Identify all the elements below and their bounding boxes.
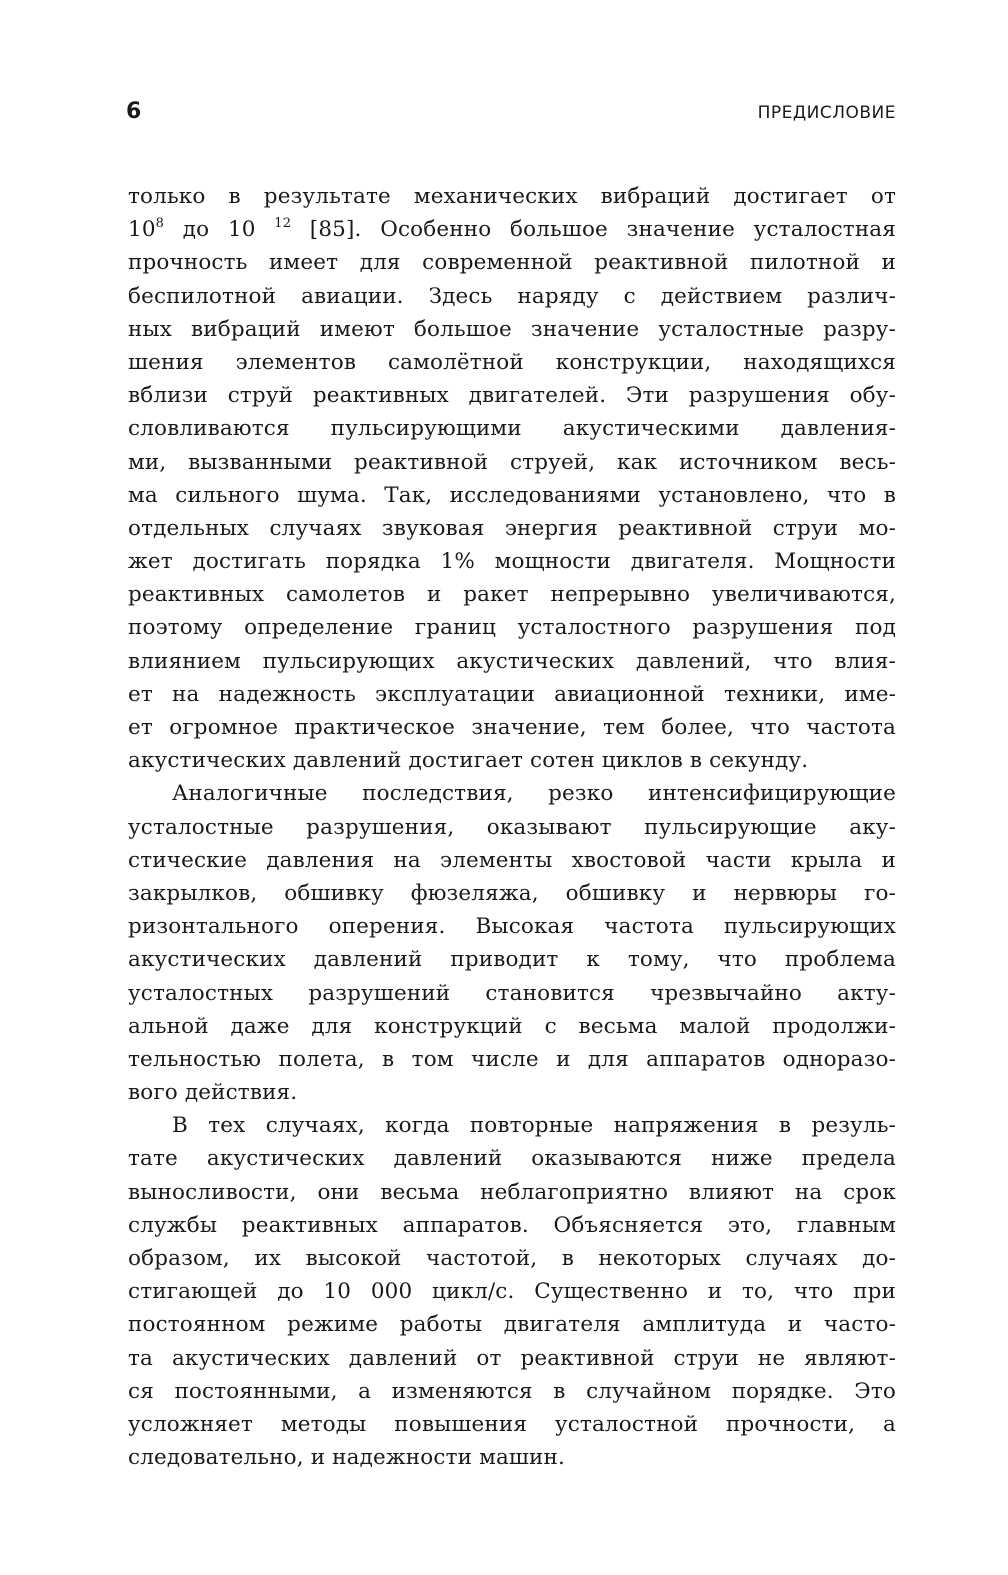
text-line: беспилотной авиации. Здесь наряду с действием различ- (128, 283, 896, 309)
text-line: усталостных разрушений становится чрезвычайно акту- (128, 980, 896, 1006)
text-line: тате акустических давлений оказываются ниже предела (128, 1146, 896, 1172)
text-line: вблизи струй реактивных двигателей. Эти разрушения обу- (128, 383, 896, 409)
text-line: следовательно, и надежности машин. (128, 1445, 565, 1471)
text-line: вого действия. (128, 1080, 298, 1106)
page-number: 6 (126, 99, 142, 124)
text-line: образом, их высокой частотой, в некоторых случаях до- (128, 1246, 896, 1271)
text-line: постоянном режиме работы двигателя амплитуда и часто- (128, 1312, 896, 1338)
text-line: службы реактивных аппаратов. Объясняется это, главным (128, 1212, 896, 1238)
text-fragment: 10 (128, 217, 156, 243)
text-line: ся постоянными, а изменяются в случайном порядке. Это (128, 1378, 896, 1404)
text-line: стигающей до 10 000 цикл/с. Существенно и то, что при (128, 1279, 896, 1305)
text-line: отдельных случаях звуковая энергия реактивной струи мо- (128, 515, 896, 541)
superscript: 8 (155, 216, 165, 232)
text-line: ных вибраций имеют большое значение усталостные разру- (128, 316, 896, 342)
text-line (128, 213, 896, 246)
text-line: стические давления на элементы хвостовой части крыла и (128, 847, 896, 873)
superscript: 12 (274, 216, 292, 232)
body-text (128, 180, 896, 1474)
text-line: ма сильного шума. Так, исследованиями установлено, что в (128, 482, 896, 508)
text-line: влиянием пульсирующих акустических давлений, что влия- (128, 648, 896, 674)
text-line: прочность имеет для современной реактивной пилотной и (128, 250, 896, 276)
text-line: акустических давлений приводит к тому, что проблема (128, 947, 896, 973)
text-line: ет огромное практическое значение, тем более, что частота (128, 715, 896, 740)
text-line: поэтому определение границ усталостного разрушения под (128, 615, 896, 641)
text-line: шения элементов самолётной конструкции, находящихся (128, 349, 896, 375)
text-line: реактивных самолетов и ракет непрерывно увеличиваются, (128, 582, 896, 608)
text-line: ми, вызванными реактивной струей, как источником весь- (128, 449, 896, 475)
text-line: усложняет методы повышения усталостной прочности, а (128, 1411, 896, 1437)
text-line: жет достигать порядка 1% мощности двигателя. Мощности (128, 549, 896, 575)
text-line: тельностью полета, в том числе и для аппаратов одноразо- (128, 1046, 896, 1072)
text-line: альной даже для конструкций с весьма малой продолжи- (128, 1013, 896, 1039)
text-line: Аналогичные последствия, резко интенсифицирующие (172, 781, 896, 807)
text-line: закрылков, обшивку фюзеляжа, обшивку и нервюры го- (128, 880, 896, 906)
text-line: выносливости, они весьма неблагоприятно влияют на срок (128, 1179, 896, 1205)
text-line: словливаются пульсирующими акустическими давления- (128, 416, 896, 442)
text-fragment: до 10 (164, 217, 275, 243)
text-line: акустических давлений достигает сотен циклов в секунду. (128, 748, 809, 774)
text-line: ет на надежность эксплуатации авиационной техники, име- (128, 681, 896, 707)
text-line: В тех случаях, когда повторные напряжения в резуль- (172, 1113, 896, 1139)
page-header (126, 97, 896, 131)
text-line: ризонтального оперения. Высокая частота пульсирующих (128, 914, 896, 940)
text-fragment: [85]. Особенно большое значение усталостная (291, 217, 896, 243)
text-line: только в результате механических вибраций достигает от (128, 184, 896, 209)
text-line: та акустических давлений от реактивной струи не являют- (128, 1345, 896, 1371)
text-line: усталостные разрушения, оказывают пульсирующие аку- (128, 814, 896, 840)
running-head: ПРЕДИСЛОВИЕ (757, 103, 896, 123)
